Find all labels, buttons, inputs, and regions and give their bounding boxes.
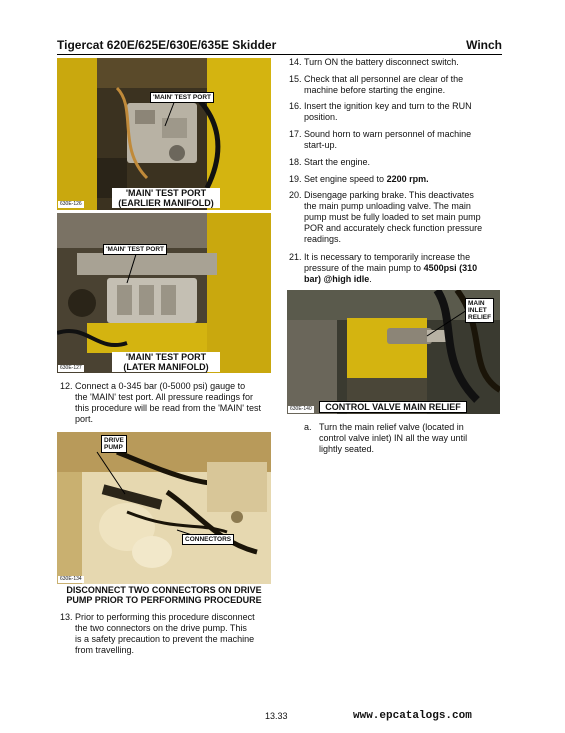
photo-relief-code: 630E-140	[290, 406, 312, 412]
step-19	[289, 174, 504, 186]
step-line: Turn the main relief valve (located in	[319, 422, 464, 432]
step-line: machine before starting the engine.	[304, 85, 446, 95]
step-text	[319, 422, 467, 455]
watermark-url: www.epcatalogs.com	[353, 710, 472, 722]
step-text	[304, 174, 429, 185]
step-16	[289, 101, 504, 124]
caption-line: PUMP PRIOR TO PERFORMING PROCEDURE	[66, 595, 262, 605]
photo-control-valve	[287, 290, 500, 414]
step-number: 13.	[60, 612, 73, 622]
step-number: 18.	[289, 157, 302, 167]
step-number: 16.	[289, 101, 302, 111]
step-line: Connect a 0-345 bar (0-5000 psi) gauge to	[75, 381, 246, 391]
step-13	[60, 612, 275, 658]
step-number: a.	[304, 422, 312, 432]
caption-line: DISCONNECT TWO CONNECTORS ON DRIVE	[66, 585, 262, 595]
engine-speed-value: 2200 rpm.	[386, 174, 429, 184]
photo-earlier-code: 630E-126	[60, 201, 82, 207]
photo-relief-caption: CONTROL VALVE MAIN RELIEF	[319, 401, 467, 413]
step-line: start-up.	[304, 140, 338, 150]
step-text	[304, 57, 459, 68]
callout-line: RELIEF	[468, 314, 492, 321]
step-line: the two connectors on the drive pump. This	[75, 623, 247, 633]
step-text	[304, 252, 477, 285]
step-line: port.	[75, 414, 94, 424]
step-number: 19.	[289, 174, 302, 184]
step-17	[289, 129, 504, 152]
step-line: this procedure will be read from the 'MAIN' test	[75, 403, 262, 413]
page-number: 13.33	[265, 711, 288, 721]
step-number: 20.	[289, 190, 302, 200]
photo-drive-callout-pump	[101, 435, 127, 453]
step-line: POR and accurately check function pressure	[304, 223, 483, 233]
photo-earlier-caption	[112, 188, 220, 208]
photo-drive-callout-connectors: CONNECTORS	[182, 534, 234, 545]
step-line: Disengage parking brake. This deactivates	[304, 190, 474, 200]
step-text	[304, 101, 472, 123]
step-line: the main pump unloading valve. The main	[304, 201, 471, 211]
step-text	[75, 381, 261, 425]
photo-drive-code: 630E-134	[60, 576, 82, 582]
step-number: 21.	[289, 252, 302, 262]
step-line: readings.	[304, 234, 342, 244]
step-line-part: pressure of the main pump to	[304, 263, 424, 273]
photo-drive-image	[57, 432, 271, 584]
caption-line: 'MAIN' TEST PORT	[125, 352, 207, 362]
caption-line: (LATER MANIFOLD)	[123, 362, 209, 372]
step-number: 15.	[289, 74, 302, 84]
step-20	[289, 190, 504, 246]
step-text	[304, 74, 463, 96]
pressure-value: 4500psi (310	[423, 263, 478, 273]
step-14	[289, 57, 504, 69]
step-line: from travelling.	[75, 645, 135, 655]
step-21	[289, 252, 504, 286]
step-line: Start the engine.	[304, 157, 371, 167]
step-line-part: .	[369, 274, 372, 284]
section-title: Winch	[466, 38, 502, 52]
callout-line: MAIN	[468, 300, 485, 307]
step-line: It is necessary to temporarily increase the	[304, 252, 471, 262]
caption-line: 'MAIN' TEST PORT	[125, 188, 207, 198]
document-title: Tigercat 620E/625E/630E/635E Skidder	[57, 38, 277, 52]
photo-drive-caption	[57, 585, 271, 605]
step-text	[75, 612, 255, 656]
callout-line: PUMP	[104, 444, 123, 451]
step-15	[289, 74, 504, 97]
caption-line: (EARLIER MANIFOLD)	[118, 198, 214, 208]
step-line	[304, 274, 477, 285]
step-line: lightly seated.	[319, 444, 375, 454]
step-12	[60, 381, 275, 427]
step-line: Prior to performing this procedure disconnect	[75, 612, 255, 622]
step-line: Insert the ignition key and turn to the RUN	[304, 101, 472, 111]
photo-later-image	[57, 213, 271, 373]
photo-later-manifold	[57, 213, 271, 373]
step-line: position.	[304, 112, 338, 122]
step-number: 12.	[60, 381, 73, 391]
step-line: the 'MAIN' test port. All pressure readings for	[75, 392, 254, 402]
photo-later-callout: 'MAIN' TEST PORT	[103, 244, 167, 255]
header-rule	[57, 54, 502, 55]
step-line: Turn ON the battery disconnect switch.	[304, 57, 459, 67]
step-line: control valve inlet) IN all the way until	[319, 433, 468, 443]
photo-drive-pump	[57, 432, 271, 584]
step-line: Sound horn to warn personnel of machine	[304, 129, 472, 139]
step-number: 14.	[289, 57, 302, 67]
step-number: 17.	[289, 129, 302, 139]
callout-line: INLET	[468, 307, 487, 314]
step-line: pump must be fully loaded to set main pump	[304, 212, 481, 222]
step-text	[304, 157, 370, 168]
step-line	[304, 263, 477, 274]
step-a	[304, 422, 504, 456]
photo-later-code: 630E-127	[60, 365, 82, 371]
step-text	[304, 190, 482, 245]
photo-earlier-manifold	[57, 58, 271, 210]
photo-relief-callout	[465, 298, 494, 323]
photo-earlier-callout: 'MAIN' TEST PORT	[150, 92, 214, 103]
step-line: Check that all personnel are clear of the	[304, 74, 464, 84]
step-text	[304, 129, 471, 151]
step-line: is a safety precaution to prevent the machine	[75, 634, 255, 644]
callout-line: DRIVE	[104, 437, 124, 444]
pressure-value: bar) @high idle	[304, 274, 370, 284]
step-18	[289, 157, 504, 169]
photo-later-caption	[112, 352, 220, 372]
step-line: Set engine speed to	[304, 174, 387, 184]
